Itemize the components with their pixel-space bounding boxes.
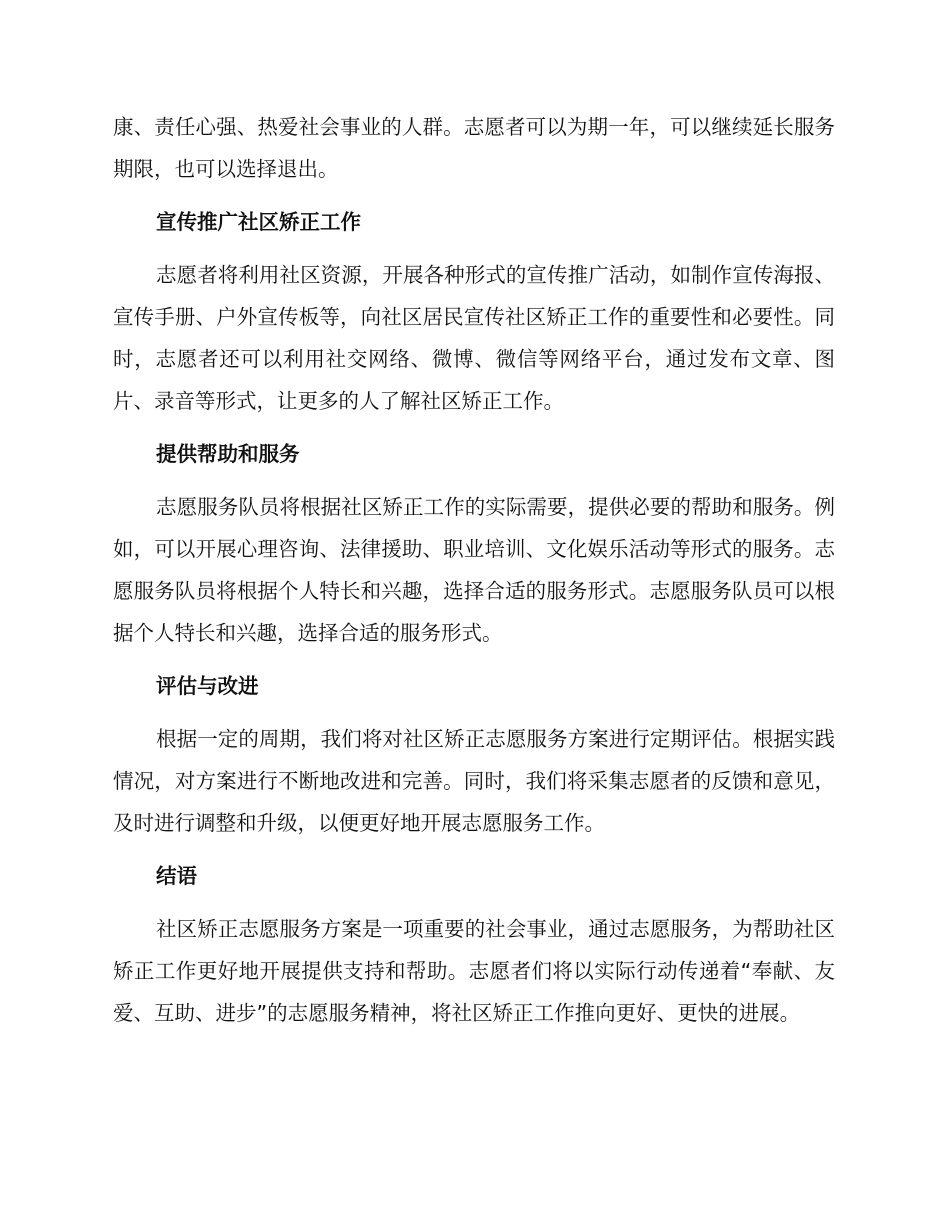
document-page <box>113 106 835 1034</box>
paragraph-evaluation: 根据一定的周期，我们将对社区矫正志愿服务方案进行定期评估。根据实践情况，对方案进行不断地改进和完善。同时，我们将采集志愿者的反馈和意见，及时进行调整和升级，以便更好地开展志愿服务工作。 <box>113 727 835 835</box>
section-heading-help-and-service: 提供帮助和服务 <box>156 442 300 466</box>
paragraph-help-and-service: 志愿服务队员将根据社区矫正工作的实际需要，提供必要的帮助和服务。例如，可以开展心理咨询、法律援助、职业培训、文化娱乐活动等形式的服务。志愿服务队员将根据个人特长和兴趣，选择合适的服务形式。志愿服务队员可以根据个人特长和兴趣，选择合适的服务形式。 <box>113 495 835 645</box>
paragraph-intro-continued: 康、责任心强、热爱社会事业的人群。志愿者可以为期一年，可以继续延长服务期限，也可以选择退出。 <box>113 115 835 181</box>
section-heading-conclusion: 结语 <box>156 864 197 888</box>
paragraph-promotion: 志愿者将利用社区资源，开展各种形式的宣传推广活动，如制作宣传海报、宣传手册、户外宣传板等，向社区居民宣传社区矫正工作的重要性和必要性。同时，志愿者还可以利用社交网络、微博、微信等网络平台，通过发布文章、图片、录音等形式，让更多的人了解社区矫正工作。 <box>113 263 835 413</box>
paragraph-conclusion: 社区矫正志愿服务方案是一项重要的社会事业，通过志愿服务，为帮助社区矫正工作更好地开展提供支持和帮助。志愿者们将以实际行动传递着“奉献、友爱、互助、进步”的志愿服务精神，将社区矫正工作推向更好、更快的进展。 <box>113 917 835 1025</box>
section-heading-promotion: 宣传推广社区矫正工作 <box>156 210 361 234</box>
section-heading-evaluation: 评估与改进 <box>156 674 259 698</box>
